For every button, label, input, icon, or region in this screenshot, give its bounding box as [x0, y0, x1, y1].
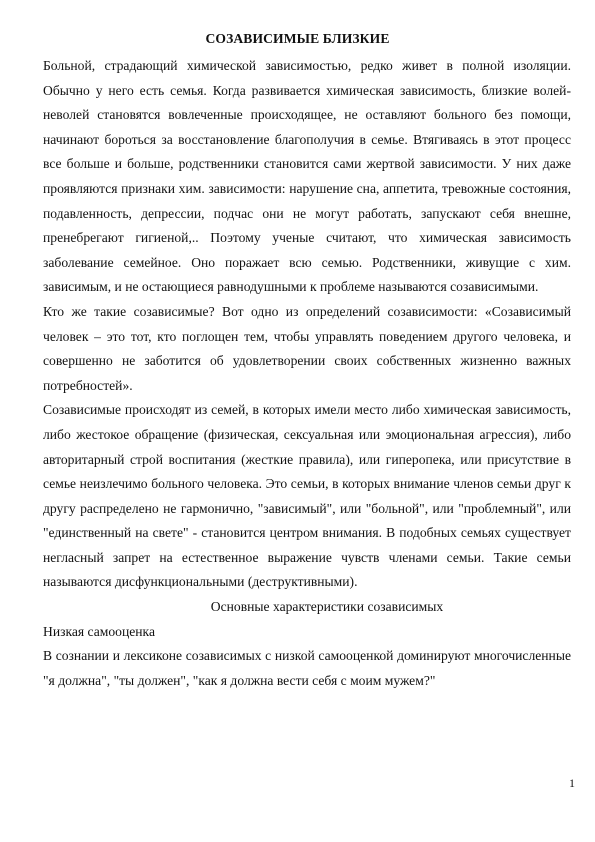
section-title-low-self-esteem: Низкая самооценка — [43, 623, 155, 639]
paragraph-intro: Больной, страдающий химической зависимостью, редко живет в полной изоляции. Обычно у него есть семья. Когда развивается химическая зависимость, близкие волей-неволей становятся вовлеченные происходящее, не оставляют больного без помощи, начинают бороться за восстановление благополучия в семье. Втягиваясь в этот процесс все больше и больше, родственники становится сами жертвой зависимости. У них даже проявляются признаки хим. зависимости: нарушение сна, аппетита, тревожные состояния, подавленность, депрессии, подчас они не могут работать, запускают себя внешне, пренебрегают гигиеной,.. Поэтому ученые считают, что химическая зависимость заболевание семейное. Оно поражает всю семью. Родственники, живущие с хим. зависимым, и не остающиеся равнодушными к проблеме называются созависимыми. — [43, 58, 571, 295]
document-title: СОЗАВИСИМЫЕ БЛИЗКИЕ — [205, 31, 390, 46]
paragraph-low-self-esteem: В сознании и лексиконе созависимых с низкой самооценкой доминируют многочисленные "я должна", "ты должен", "как я должна вести себя с моим мужем?" — [43, 648, 571, 688]
document-body — [43, 54, 571, 693]
page-number: 1 — [569, 776, 575, 790]
paragraph-origins: Созависимые происходят из семей, в которых имели место либо химическая зависимость, либо жестокое обращение (физическая, сексуальная или эмоциональная агрессия), либо авторитарный строй воспитания (жесткие правила), или гиперопека, или присутствие в семье неизлечимо больного человека. Это семьи, в которых внимание членов семьи друг к другу распределено не гармонично, "зависимый", или "больной", или "проблемный", или "единственный на свете" - становится центром внимания. В подобных семьях существует негласный запрет на естественное выражение чувств членами семьи. Такие семьи называются дисфункциональными (деструктивными). — [43, 402, 571, 590]
section-subheading: Основные характеристики созависимых — [210, 599, 444, 615]
paragraph-definition: Кто же такие созависимые? Вот одно из определений созависимости: «Созависимый человек – это тот, кто поглощен тем, чтобы управлять поведением другого человека, и совершенно не заботится об удовлетворении своих собственных жизненно важных потребностей». — [43, 303, 571, 393]
